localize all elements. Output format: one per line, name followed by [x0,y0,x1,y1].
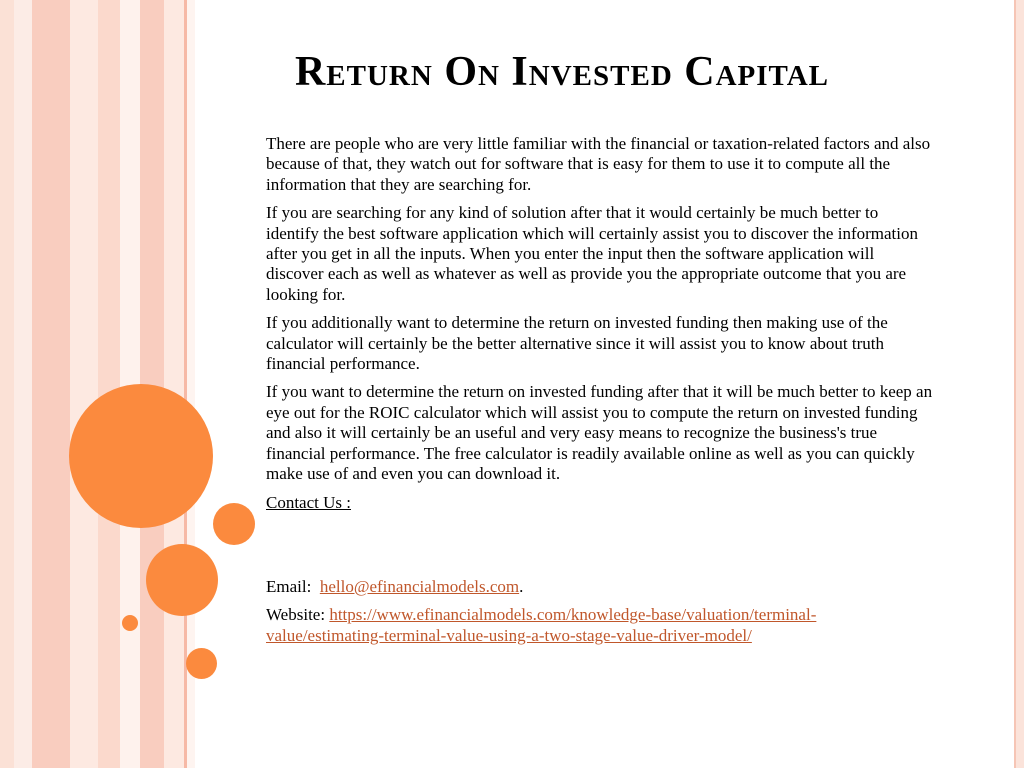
email-link[interactable]: hello@efinancialmodels.com [319,576,520,596]
website-link[interactable]: https://www.efinancialmodels.com/knowledge-base/valuation/terminal-value/estimating-terminal-value-using-a-two-stage-value-driver-model/ [266,605,817,645]
email-suffix: . [519,576,524,596]
email-label: Email: [266,576,312,596]
slide-title: Return On Invested Capital [294,49,830,95]
website-line [266,605,934,646]
contact-label: Contact Us : [266,492,351,512]
decorative-circle-medium [146,544,218,616]
body-paragraph: If you additionally want to determine the return on invested funding then making use of the calculator will certainly be the better alternative since it will assist you to know about truth financial performance. [266,313,888,374]
decorative-stripes [0,0,195,768]
decorative-circle-small-2 [186,648,217,679]
decorative-circle-small [213,503,255,545]
body-paragraph: If you want to determine the return on invested funding after that it will be much better to keep an eye out for the ROIC calculator which will assist you to compute the return on invested funding and also it will certainly be an useful and very easy means to recognize the business's true financial performance. The free calculator is readily available online as well as you can quickly make use of and even you can download it. [266,382,933,484]
body-paragraph: There are people who are very little familiar with the financial or taxation-related factors and also because of that, they watch out for software that is easy for them to use it to compute all the information that they are searching for. [266,134,931,194]
decorative-circle-large [69,384,213,528]
body-paragraph: If you are searching for any kind of solution after that it would certainly be much better to identify the best software application which will certainly assist you to discover the information after you get in all the inputs. When you enter the input then the software application will discover each as well as whatever as well as provide you the appropriate outcome that you are looking for. [266,203,918,304]
right-border [1016,0,1024,768]
contact-heading [266,493,934,513]
slide-body [266,134,934,654]
spacer [266,521,934,577]
email-line [266,577,934,597]
website-label: Website: [266,605,326,625]
decorative-circle-tiny [122,615,138,631]
